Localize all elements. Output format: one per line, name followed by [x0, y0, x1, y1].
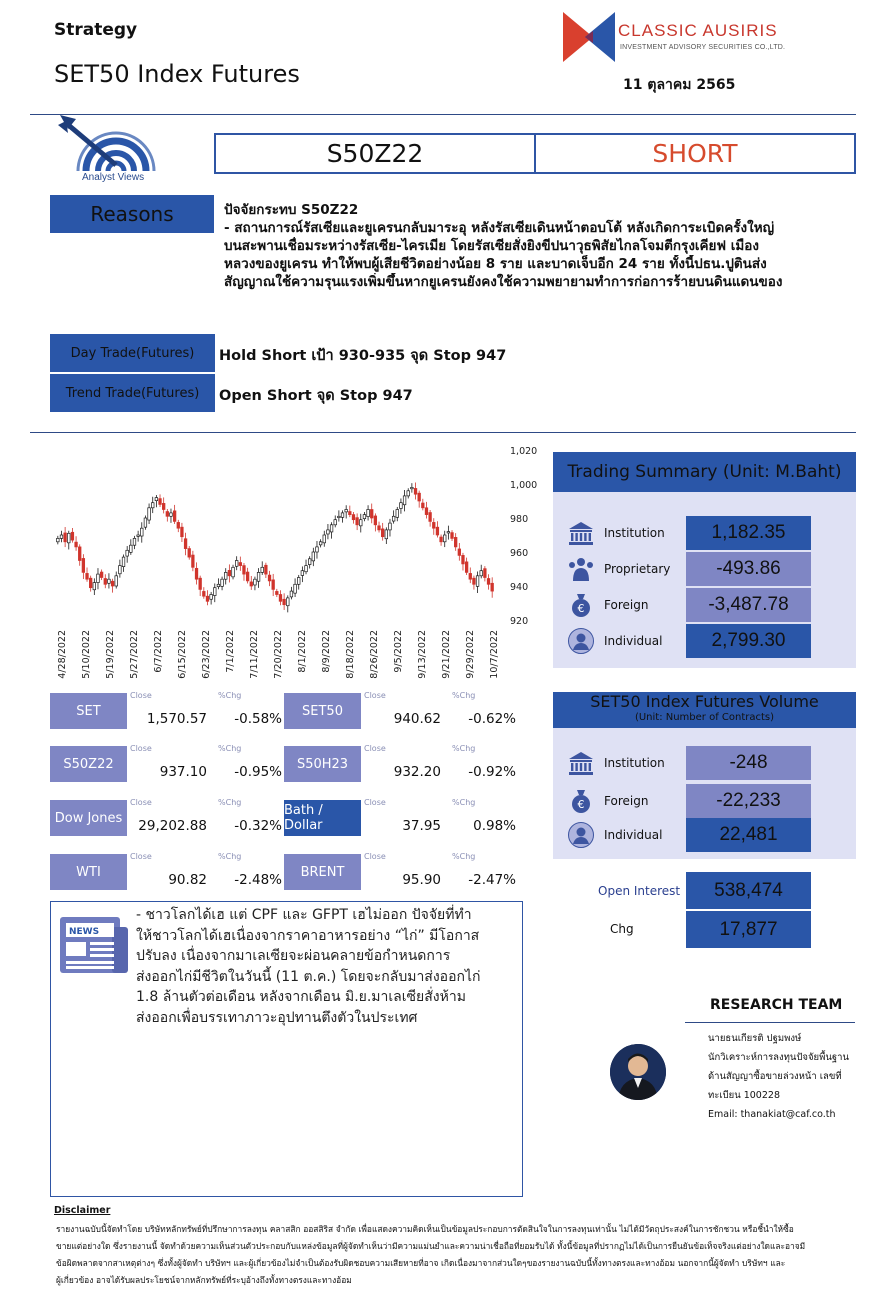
- candle-body: [370, 510, 373, 519]
- disclaimer-line: ข้อผิดพลาดจากสาเหตุต่างๆ ซึ่งทั้งผู้จัดทำ บริษัทฯ และผู้เกี่ยวข้องไม่จำเป็นต้องรับผิดชอบความเสียหายที่อาจ เกิดเนื่องมาจากส่วนใดๆของรายงานฉบับนี้ทั้งทางตรงและทางอ้อม นอกจากนี้ผู้จัดทำ บริษัทฯ และ: [56, 1258, 786, 1268]
- x-tick-label: 6/15/2022: [177, 630, 188, 679]
- chg-header: %Chg: [452, 852, 476, 861]
- market-close: 90.82: [168, 872, 207, 888]
- candle-body: [484, 569, 487, 578]
- x-tick-label: 8/9/2022: [321, 630, 332, 673]
- market-chg: -0.32%: [234, 818, 282, 834]
- report-date: 11 ตุลาคม 2565: [623, 77, 736, 93]
- candle-body: [356, 518, 359, 525]
- candle-body: [359, 520, 362, 526]
- candle-body: [155, 498, 158, 501]
- x-tick-label: 8/1/2022: [297, 630, 308, 673]
- trading-summary-title: Trading Summary (Unit: M.Baht): [553, 452, 856, 492]
- candle-body: [78, 547, 81, 561]
- candle-body: [396, 510, 399, 518]
- row-label: Institution: [604, 756, 665, 770]
- candle-body: [82, 558, 85, 572]
- news-text: [136, 905, 518, 1028]
- market-tag: S50H23: [284, 746, 361, 782]
- candle-body: [173, 511, 176, 522]
- reasons-line: หลวงของยูเครน ทำให้พบผู้เสียชีวิตอย่างน้อย 8 ราย และบาดเจ็บอีก 24 ราย ทั้งนี้ปธน.ปูตินส่ง: [224, 256, 767, 272]
- x-tick-label: 8/18/2022: [345, 630, 356, 679]
- company-logo-icon: [563, 12, 615, 62]
- candle-body: [192, 555, 195, 567]
- x-tick-label: 7/1/2022: [225, 630, 236, 673]
- candle-body: [104, 579, 107, 585]
- day-trade-tag: Day Trade(Futures): [50, 334, 215, 372]
- candle-body: [327, 530, 330, 534]
- reasons-line: - สถานการณ์รัสเซียและยูเครนกลับมาระอุ หลังรัสเซียเดินหน้าตอบโต้ หลังเกิดการะเบิดครั้งใหญ่: [224, 220, 775, 236]
- candle-body: [115, 576, 118, 586]
- signal-symbol: S50Z22: [326, 139, 424, 168]
- newspaper-icon: [58, 913, 130, 977]
- candle-body: [330, 525, 333, 532]
- candle-body: [239, 563, 242, 566]
- futures-volume-title: [553, 692, 856, 728]
- chg-header: %Chg: [218, 744, 242, 753]
- candle-body: [246, 572, 249, 581]
- close-header: Close: [130, 852, 152, 861]
- row-icon-wrap: [567, 627, 595, 655]
- disclaimer-line: ขายแต่อย่างใด ซึ่งรายงานนี้ จัดทำด้วยความเห็นส่วนตัวประกอบกับแหล่งข้อมูลที่ผู้จัดทำเห็นว่ามีความแม่นยำและความน่าเชื่อถือที่ยอมรับได้ ทั้งนี้ข้อมูลที่ปรากฏไม่ได้เป็นการยืนยันข้อเท็จจริงแต่อย่างใดและอาจมี: [56, 1241, 806, 1251]
- x-tick-label: 4/28/2022: [57, 630, 68, 679]
- day-trade-value: Hold Short เป้า 930-935 จุด Stop 947: [219, 348, 507, 364]
- candle-body: [341, 513, 344, 517]
- row-label: Institution: [604, 526, 665, 540]
- candle-body: [195, 568, 198, 579]
- candle-body: [122, 557, 125, 567]
- analyst-views-caption: Analyst Views: [82, 172, 145, 183]
- x-tick-label: 7/11/2022: [249, 630, 260, 679]
- candle-body: [411, 487, 414, 488]
- candle-body: [312, 552, 315, 561]
- market-chg: -0.95%: [234, 764, 282, 780]
- candle-body: [67, 533, 70, 543]
- candle-body: [363, 515, 366, 519]
- svg-text:€: €: [577, 798, 585, 811]
- row-label: Foreign: [604, 794, 649, 808]
- candle-body: [130, 545, 133, 552]
- candle-body: [443, 535, 446, 542]
- market-close: 29,202.88: [138, 818, 207, 834]
- row-icon-wrap: [567, 821, 595, 849]
- close-header: Close: [364, 691, 386, 700]
- bank-building-icon: [567, 519, 595, 547]
- row-icon-wrap: [567, 519, 595, 547]
- news-line: 1.8 ล้านตัวต่อเดือน หลังจากเดือน มิ.ย.มาเลเซียสั่งห้าม: [136, 989, 466, 1005]
- y-tick-label: 920: [510, 616, 529, 627]
- market-chg: -0.62%: [468, 711, 516, 727]
- analyst-email[interactable]: Email: thanakiat@caf.co.th: [708, 1109, 836, 1120]
- candle-body: [308, 559, 311, 565]
- candle-body: [338, 516, 341, 517]
- open-interest-value: 538,474: [686, 872, 811, 909]
- market-chg: -2.47%: [468, 872, 516, 888]
- y-tick-label: 1,020: [510, 446, 538, 457]
- svg-text:€: €: [577, 602, 585, 615]
- candle-body: [137, 535, 140, 536]
- row-label: Individual: [604, 828, 663, 842]
- candle-body: [476, 576, 479, 587]
- candle-body: [217, 584, 220, 586]
- row-icon-wrap: [567, 787, 595, 815]
- candle-body: [352, 515, 355, 520]
- candle-body: [491, 583, 494, 591]
- candle-body: [276, 591, 279, 594]
- candle-body: [432, 522, 435, 528]
- analyst-info: [708, 1029, 849, 1124]
- candle-body: [144, 518, 147, 527]
- candle-body: [228, 570, 231, 575]
- candle-body: [279, 595, 282, 602]
- row-value: -493.86: [686, 552, 811, 586]
- news-line: ส่งออกไก่มีชีวิตในวันนี้ (11 ต.ค.) โดยจะกลับมาส่งออกไก่: [136, 968, 481, 985]
- candle-body: [224, 572, 227, 579]
- candle-body: [108, 579, 111, 583]
- row-value: -248: [686, 746, 811, 780]
- trend-trade-tag: Trend Trade(Futures): [50, 374, 215, 412]
- section-divider: [30, 432, 856, 433]
- y-tick-label: 960: [510, 548, 529, 559]
- row-icon-wrap: [567, 555, 595, 583]
- candle-body: [250, 582, 253, 586]
- candle-body: [64, 533, 67, 542]
- candle-body: [60, 535, 63, 538]
- strategy-label: Strategy: [54, 20, 138, 40]
- reasons-text: [224, 201, 864, 291]
- x-tick-label: 7/20/2022: [273, 630, 284, 679]
- chg-label: Chg: [610, 922, 634, 936]
- market-tag: SET: [50, 693, 127, 729]
- candle-body: [221, 579, 224, 586]
- row-value: 1,182.35: [686, 516, 811, 550]
- x-tick-label: 9/13/2022: [417, 630, 428, 679]
- candle-body: [374, 516, 377, 525]
- x-tick-label: 8/26/2022: [369, 630, 380, 679]
- market-close: 937.10: [159, 764, 207, 780]
- chg-header: %Chg: [218, 798, 242, 807]
- candle-body: [272, 580, 275, 590]
- candle-body: [254, 579, 257, 585]
- disclaimer-title: Disclaimer: [54, 1205, 111, 1216]
- candle-body: [235, 561, 238, 567]
- candle-body: [133, 538, 136, 545]
- research-team-title: RESEARCH TEAM: [710, 997, 843, 1013]
- candle-body: [425, 508, 428, 515]
- market-tag: BRENT: [284, 854, 361, 890]
- candle-body: [232, 567, 235, 577]
- candle-body: [268, 575, 271, 581]
- brand-name: CLASSIC AUSIRIS: [618, 21, 778, 40]
- candle-body: [319, 542, 322, 545]
- row-value: -22,233: [686, 784, 811, 818]
- candle-body: [111, 581, 114, 586]
- signal-direction: SHORT: [534, 135, 854, 172]
- row-icon-wrap: [567, 749, 595, 777]
- candle-body: [177, 522, 180, 528]
- news-line: ปรับลง เนื่องจากมาเลเซียจะผ่อนคลายข้อกำหนดการ: [136, 948, 451, 964]
- candle-body: [57, 538, 60, 541]
- candle-body: [283, 599, 286, 604]
- candle-body: [414, 488, 417, 494]
- candle-body: [159, 499, 162, 505]
- candle-body: [265, 565, 268, 574]
- x-tick-label: 9/5/2022: [393, 630, 404, 673]
- people-group-icon: [567, 555, 595, 583]
- candle-body: [305, 566, 308, 572]
- money-bag-euro-icon: [567, 787, 595, 815]
- market-tag: SET50: [284, 693, 361, 729]
- person-icon: [567, 627, 595, 655]
- candle-body: [349, 512, 352, 515]
- signal-box: [214, 133, 856, 174]
- market-tag: S50Z22: [50, 746, 127, 782]
- market-chg: -0.58%: [234, 711, 282, 727]
- news-icon-label: NEWS: [69, 927, 100, 937]
- market-close: 932.20: [393, 764, 441, 780]
- close-header: Close: [364, 798, 386, 807]
- candle-body: [334, 520, 337, 525]
- candle-body: [294, 584, 297, 593]
- close-header: Close: [130, 744, 152, 753]
- chg-header: %Chg: [452, 744, 476, 753]
- reasons-line: ปัจจัยกระทบ S50Z22: [224, 202, 359, 218]
- candle-body: [213, 588, 216, 596]
- target-arrow-icon: [56, 113, 174, 175]
- news-line: ส่งออกเพื่อบรรเทาภาวะอุปทานตึงตัวในประเทศ: [136, 1009, 418, 1026]
- disclaimer-line: ผู้เกี่ยวข้อง อาจได้รับผลประโยชน์จากหลักทรัพย์ที่ระบุอ้างถึงทั้งทางตรงและทางอ้อม: [56, 1275, 352, 1285]
- close-header: Close: [130, 691, 152, 700]
- candle-body: [323, 535, 326, 543]
- chg-value: 17,877: [686, 911, 811, 948]
- candle-body: [440, 537, 443, 542]
- candle-body: [400, 503, 403, 509]
- page-title: SET50 Index Futures: [54, 60, 300, 88]
- candle-body: [261, 567, 264, 572]
- y-tick-label: 1,000: [510, 480, 538, 491]
- candle-body: [71, 532, 74, 540]
- analyst-info-line: ด้านสัญญาซื้อขายล่วงหน้า เลขที่: [708, 1071, 842, 1082]
- disclaimer-line: รายงานฉบับนี้จัดทำโดย บริษัทหลักทรัพย์ที่ปรึกษาการลงทุน คลาสสิก ออสสิริส จำกัด เพื่อแสดงความคิดเห็นเป็นข้อมูลประกอบการตัดสินใจในการลงทุนเท่านั้น ไม่ได้มีวัตถุประสงค์ในการชักชวน หรือชี้นำให้ซื้อ: [56, 1224, 794, 1234]
- row-icon-wrap: [567, 591, 595, 619]
- news-line: ให้ชาวโลกได้เฮเนื่องจากราคาอาหารอย่าง “ไก่” มีโอกาส: [136, 927, 480, 944]
- candle-body: [162, 503, 165, 509]
- candle-body: [286, 598, 289, 606]
- futures-volume-subtitle: (Unit: Number of Contracts): [634, 712, 775, 723]
- reasons-line: สัญญาณใช้ความรุนแรงเพิ่มขึ้นหากยูเครนยังคงใช้ความพยายามทำการก่อการร้ายบนดินแดนของ: [224, 274, 783, 290]
- row-value: 2,799.30: [686, 624, 811, 658]
- news-line: - ชาวโลกได้เฮ แต่ CPF และ GFPT เฮไม่ออก ปัจจัยที่ทำ: [136, 907, 472, 923]
- candle-body: [473, 578, 476, 584]
- candle-body: [297, 578, 300, 585]
- candle-body: [86, 573, 89, 579]
- candle-body: [316, 547, 319, 552]
- candle-body: [140, 528, 143, 536]
- candle-body: [257, 572, 260, 581]
- candle-body: [378, 526, 381, 530]
- market-chg: 0.98%: [473, 818, 516, 834]
- row-value: -3,487.78: [686, 588, 811, 622]
- candle-body: [170, 513, 173, 516]
- candle-body: [418, 493, 421, 501]
- candle-body: [447, 532, 450, 533]
- price-chart: [48, 440, 548, 690]
- candle-body: [126, 550, 129, 556]
- reasons-line: บนสะพานเชื่อมระหว่างรัสเซีย-ไครเมีย โดยรัสเซียสั่งยิงขีปนาวุธพิสัยไกลโจมตีกรุงเคียฟ เมือง: [224, 238, 759, 254]
- analyst-info-line: นักวิเคราะห์การลงทุนปัจจัยพื้นฐาน: [708, 1052, 849, 1063]
- candle-body: [392, 516, 395, 521]
- candle-body: [487, 579, 490, 585]
- row-label: Foreign: [604, 598, 649, 612]
- candle-body: [148, 508, 151, 520]
- trend-trade-value: Open Short จุด Stop 947: [219, 388, 413, 404]
- x-tick-label: 5/10/2022: [81, 630, 92, 679]
- chg-header: %Chg: [452, 691, 476, 700]
- candle-body: [345, 510, 348, 512]
- candle-body: [243, 566, 246, 575]
- candle-body: [100, 572, 103, 577]
- market-tag: Bath / Dollar: [284, 800, 361, 836]
- disclaimer-text: [56, 1221, 866, 1289]
- market-chg: -0.92%: [468, 764, 516, 780]
- candle-body: [454, 537, 457, 547]
- candle-body: [290, 591, 293, 597]
- candle-body: [422, 503, 425, 508]
- row-label: Proprietary: [604, 562, 671, 576]
- close-header: Close: [364, 852, 386, 861]
- chg-header: %Chg: [218, 691, 242, 700]
- candle-body: [166, 512, 169, 517]
- brand-subtitle: INVESTMENT ADVISORY SECURITIES CO.,LTD.: [620, 44, 786, 51]
- candle-body: [184, 539, 187, 549]
- candle-body: [206, 596, 209, 601]
- market-close: 37.95: [402, 818, 441, 834]
- money-bag-euro-icon: [567, 591, 595, 619]
- candle-body: [462, 555, 465, 564]
- candle-body: [367, 510, 370, 517]
- candle-body: [465, 562, 468, 573]
- open-interest-label: Open Interest: [598, 884, 681, 898]
- candle-body: [385, 530, 388, 539]
- futures-volume-heading: SET50 Index Futures Volume: [590, 692, 819, 711]
- candle-body: [119, 566, 122, 574]
- x-tick-label: 6/7/2022: [153, 630, 164, 673]
- candle-body: [469, 573, 472, 579]
- candle-body: [181, 527, 184, 537]
- candle-body: [199, 578, 202, 589]
- candle-body: [480, 571, 483, 576]
- x-tick-label: 9/21/2022: [441, 630, 452, 679]
- candle-body: [151, 503, 154, 508]
- candle-body: [188, 549, 191, 558]
- candle-body: [429, 513, 432, 522]
- analyst-info-line: ทะเบียน 100228: [708, 1090, 780, 1101]
- row-value: 22,481: [686, 818, 811, 852]
- analyst-avatar: [610, 1044, 666, 1100]
- candle-body: [97, 574, 100, 583]
- y-tick-label: 980: [510, 514, 529, 525]
- analyst-avatar-icon: [610, 1044, 666, 1100]
- market-close: 95.90: [402, 872, 441, 888]
- y-tick-label: 940: [510, 582, 529, 593]
- x-tick-label: 5/27/2022: [129, 630, 140, 679]
- candle-body: [381, 529, 384, 537]
- candle-body: [407, 491, 410, 496]
- candle-body: [210, 595, 213, 600]
- market-close: 940.62: [393, 711, 441, 727]
- x-tick-label: 5/19/2022: [105, 630, 116, 679]
- chg-header: %Chg: [452, 798, 476, 807]
- candle-body: [451, 533, 454, 539]
- analyst-info-line: นายธนเกียรติ ปฐมพงษ์: [708, 1033, 802, 1044]
- candle-body: [93, 583, 96, 590]
- person-icon: [567, 821, 595, 849]
- candle-body: [436, 527, 439, 535]
- market-close: 1,570.57: [146, 711, 207, 727]
- candle-body: [301, 571, 304, 576]
- candle-body: [403, 496, 406, 505]
- x-tick-label: 9/29/2022: [465, 630, 476, 679]
- x-tick-label: 10/7/2022: [489, 630, 500, 679]
- candle-body: [203, 591, 206, 596]
- row-label: Individual: [604, 634, 663, 648]
- research-divider: [685, 1022, 855, 1023]
- candle-body: [389, 523, 392, 530]
- chg-header: %Chg: [218, 852, 242, 861]
- candle-body: [89, 578, 92, 588]
- candle-body: [458, 549, 461, 555]
- reasons-tag: Reasons: [50, 195, 214, 233]
- x-tick-label: 6/23/2022: [201, 630, 212, 679]
- candle-body: [75, 542, 78, 547]
- bank-building-icon: [567, 749, 595, 777]
- market-tag: WTI: [50, 854, 127, 890]
- market-chg: -2.48%: [234, 872, 282, 888]
- close-header: Close: [130, 798, 152, 807]
- close-header: Close: [364, 744, 386, 753]
- market-tag: Dow Jones: [50, 800, 127, 836]
